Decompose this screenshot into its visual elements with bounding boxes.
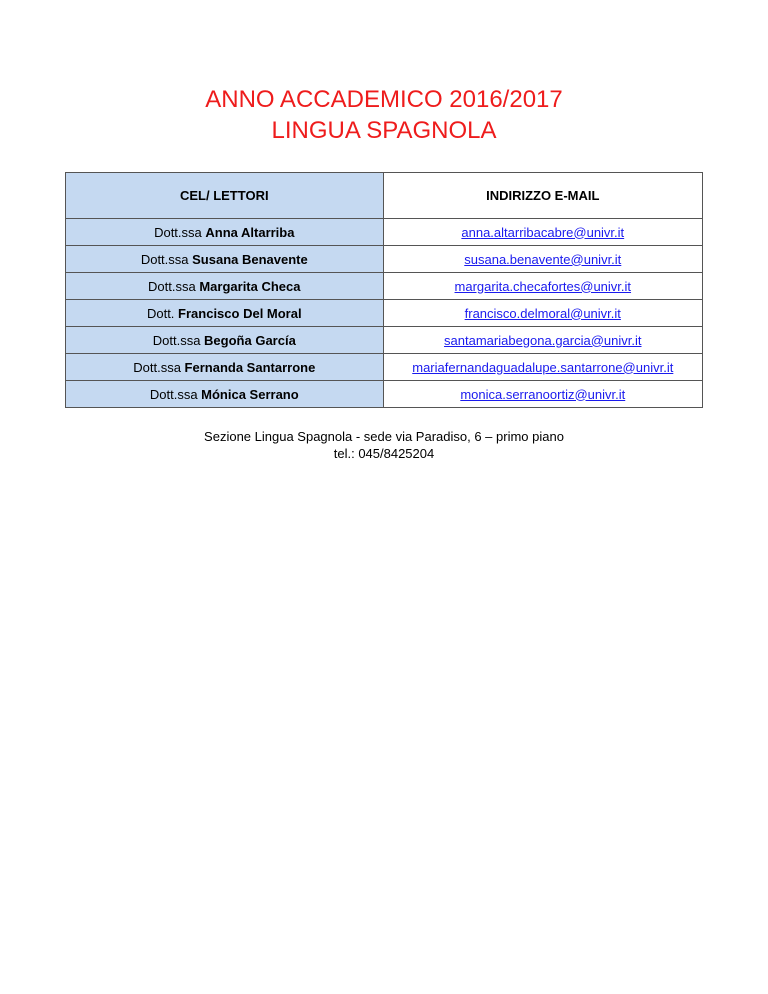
staff-name-cell: [66, 300, 384, 327]
title-prefix: Dott.ssa: [133, 359, 185, 375]
title-prefix: Dott.: [146, 305, 179, 321]
table-row: [66, 273, 703, 300]
staff-name-cell: [66, 246, 384, 273]
staff-name: Mónica Serrano: [201, 386, 299, 402]
title-prefix: Dott.ssa: [152, 332, 205, 348]
staff-name-cell: [66, 381, 384, 408]
table-row: [66, 246, 703, 273]
staff-name: Susana Benavente: [192, 251, 308, 267]
staff-table: [65, 172, 703, 408]
email-link[interactable]: anna.altarribacabre@univr.it: [461, 224, 625, 240]
email-link[interactable]: francisco.delmoral@univr.it: [464, 305, 621, 321]
staff-email-cell: [383, 300, 702, 327]
staff-email-cell: [383, 381, 702, 408]
staff-name: Anna Altarriba: [205, 224, 295, 240]
staff-name: Begoña García: [204, 332, 296, 348]
title-prefix: Dott.ssa: [148, 278, 200, 294]
table-row: [66, 381, 703, 408]
title-prefix: Dott.ssa: [140, 251, 193, 267]
table-row: [66, 354, 703, 381]
staff-name: Fernanda Santarrone: [184, 359, 316, 375]
table-row: [66, 219, 703, 246]
staff-name-cell: [66, 354, 384, 381]
page-title: [0, 84, 768, 146]
staff-name-cell: [66, 273, 384, 300]
footer-address: [0, 428, 768, 462]
staff-name-cell: [66, 327, 384, 354]
staff-name-cell: [66, 219, 384, 246]
language-title: LINGUA SPAGNOLA: [271, 117, 497, 144]
footer-location: Sezione Lingua Spagnola - sede via Paradiso, 6 – primo piano: [204, 429, 564, 444]
staff-email-cell: [383, 246, 702, 273]
email-link[interactable]: monica.serranoortiz@univr.it: [460, 386, 626, 402]
header-cel-lettori: CEL/ LETTORI: [66, 173, 384, 219]
staff-email-cell: [383, 273, 702, 300]
staff-email-cell: [383, 327, 702, 354]
table-header-row: [66, 173, 703, 219]
table-row: [66, 327, 703, 354]
email-link[interactable]: mariafernandaguadalupe.santarrone@univr.it: [412, 359, 674, 375]
staff-name: Francisco Del Moral: [178, 305, 302, 321]
staff-name: Margarita Checa: [199, 278, 301, 294]
staff-email-cell: [383, 219, 702, 246]
email-link[interactable]: santamariabegona.garcia@univr.it: [444, 332, 642, 348]
table-row: [66, 300, 703, 327]
staff-email-cell: [383, 354, 702, 381]
email-link[interactable]: susana.benavente@univr.it: [464, 251, 622, 267]
academic-year-title: ANNO ACCADEMICO 2016/2017: [205, 86, 563, 113]
title-prefix: Dott.ssa: [149, 386, 202, 402]
footer-phone: tel.: 045/8425204: [333, 446, 435, 461]
email-link[interactable]: margarita.checafortes@univr.it: [454, 278, 632, 294]
title-prefix: Dott.ssa: [154, 224, 206, 240]
header-email: INDIRIZZO E-MAIL: [383, 173, 702, 219]
